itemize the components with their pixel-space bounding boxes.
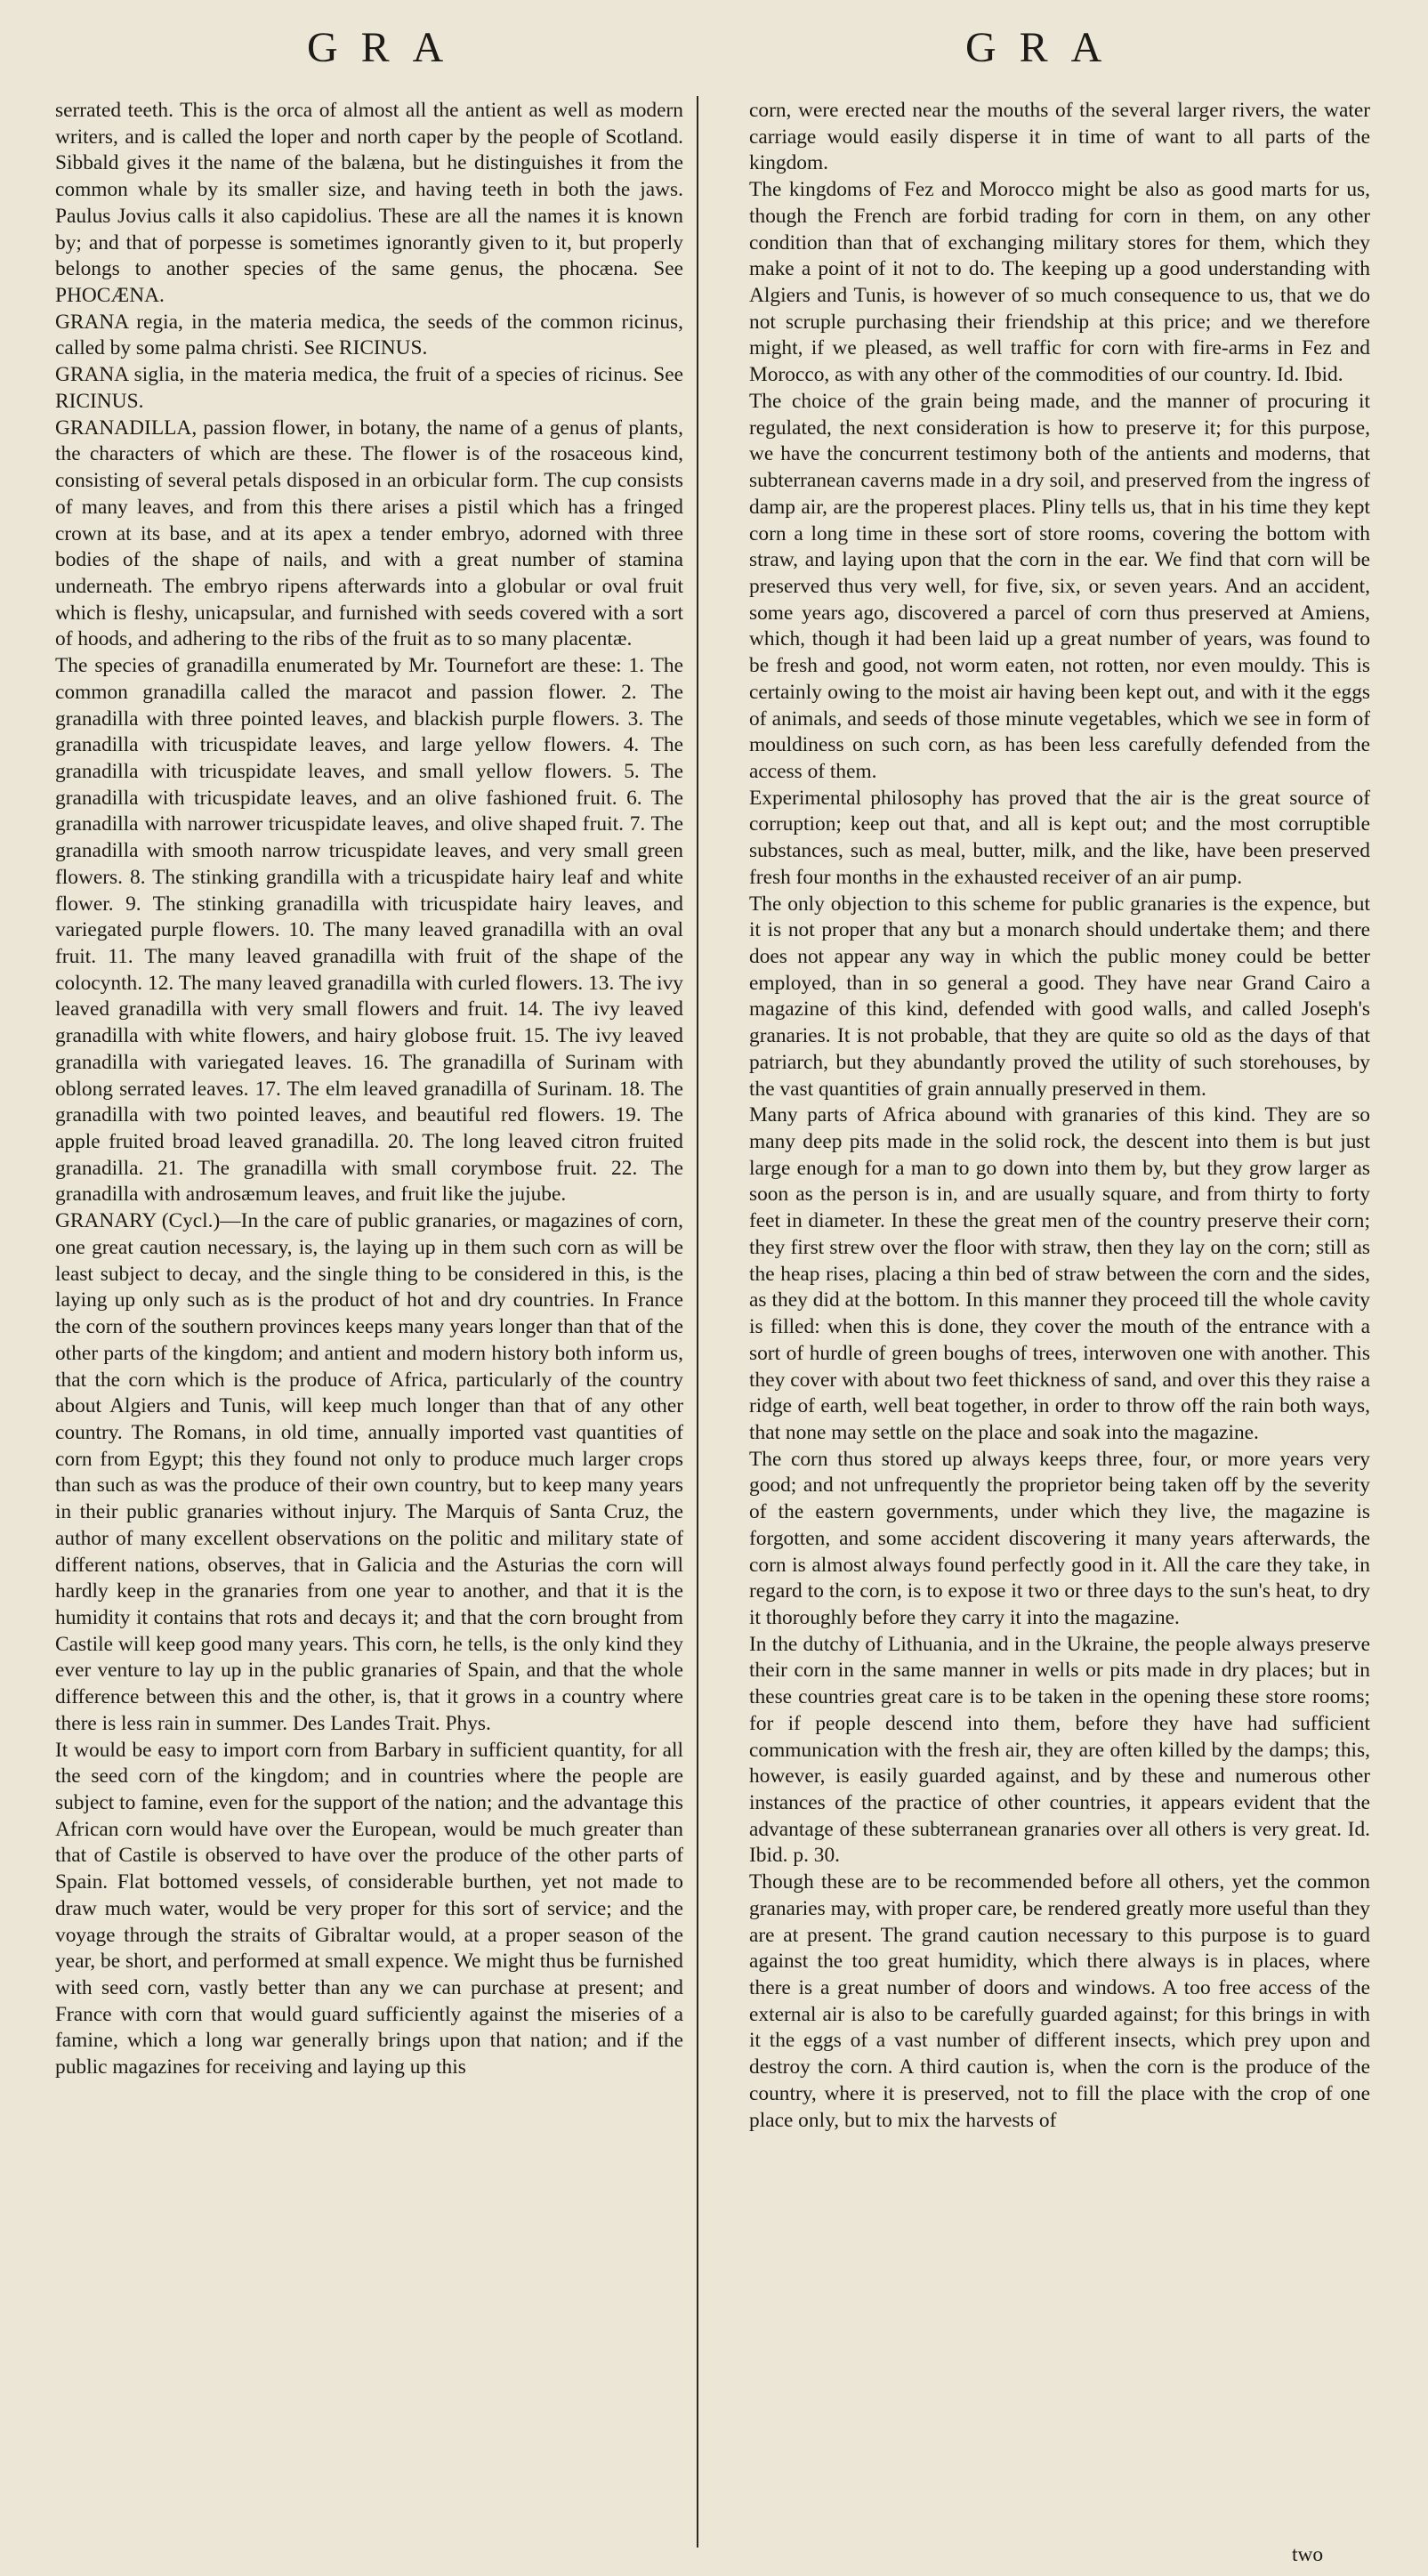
paragraph-lithuania: In the dutchy of Lithuania, and in the Ukraine, the people always preserve their corn in the same manner in wells or pits made in dry places; but in these countries great care is to be taken in the opening these store rooms; for if people descend into them, before they have had sufficient communication with the fresh air, they are often killed by the damps; this, however, is easily guarded against, and by these and numerous other instances of the practice of other countries, it appears evident that the advantage of these subterranean granaries over all others is very great. Id. Ibid. p. 30. bbox=[749, 1632, 1370, 1868]
right-column bbox=[749, 98, 1370, 2134]
running-header-left: GRA bbox=[307, 24, 467, 71]
paragraph-common-granaries: Though these are to be recommended before all others, yet the common granaries may, with proper care, be rendered greatly more useful than they are at present. The grand caution necessary to this purpose is to guard against the too great humidity, which there always is in places, where there is a great number of doors and windows. A too free access of the external air is also to be carefully guarded against; for this brings in with it the eggs of a vast number of different insects, which prey upon and destroy the corn. A third caution is, when the corn is the produce of the country, where it is preserved, not to fill the place with the crop of one place only, but to mix the harvests of bbox=[749, 1870, 1370, 2132]
column-divider bbox=[697, 96, 698, 2548]
entry-granadilla: GRANADILLA, passion flower, in botany, the name of a genus of plants, the characters of which are these. The flower is of the rosaceous kind, consisting of several petals disposed in an orbicular form. The cup consists of many leaves, and from this there arises a pistil which has a fringed crown at its base, and at its apex a tender embryo, adorned with three bodies of the shape of nails, and with a great number of stamina underneath. The embryo ripens afterwards into a globular or oval fruit which is fleshy, unicapsular, and furnished with seeds covered with a sort of hoods, and adhering to the ribs of the fruit as to so many placentæ. bbox=[55, 416, 683, 651]
paragraph-corn-stored: The corn thus stored up always keeps three, four, or more years very good; and not unfrequently the proprietor being taken off by the severity of the eastern governments, under which they live, the magazine is forgotten, and some accident discovering it many years afterwards, the corn is almost always found perfectly good in it. All the care they take, in regard to the corn, is to expose it two or three days to the sun's heat, to dry it thoroughly before they carry it into the magazine. bbox=[749, 1447, 1370, 1629]
entry-grana-regia: GRANA regia, in the materia medica, the seeds of the common ricinus, called by some palma christi. See RICINUS. bbox=[55, 310, 683, 360]
paragraph-experimental-philosophy: Experimental philosophy has proved that the air is the great source of corruption; keep out that, and all is kept out; and the most corruptible substances, such as meal, butter, milk, and the like, have been preserved fresh four months in the exhausted receiver of an air pump. bbox=[749, 786, 1370, 889]
entry-granary: GRANARY (Cycl.)—In the care of public granaries, or magazines of corn, one great caution necessary, is, the laying up in them such corn as will be least subject to decay, and the single thing to be considered in this, is the laying up only such as is the product of hot and dry countries. In France the corn of the southern provinces keeps many years longer than that of the other parts of the kingdom; and antient and modern history both inform us, that the corn which is the produce of Africa, particularly of the country about Algiers and Tunis, will keep much longer than that of any other country. The Romans, in old time, annually imported vast quantities of corn from Egypt; this they found not only to produce much larger crops than such as was the produce of their own country, but to keep many years in their public granaries without injury. The Marquis of Santa Cruz, the author of many excellent observations on the politic and military state of different nations, observes, that in Galicia and the Asturias the corn will hardly keep in the granaries from one year to another, and that it is the humidity it contains that rots and decays it; and that the corn brought from Castile will keep good many years. This corn, he tells, is the only kind they ever venture to lay up in the public granaries of Spain, and that the whole difference between this and the other, is, that it grows in a country where there is less rain in summer. Des Landes Trait. Phys. bbox=[55, 1209, 683, 1735]
entry-grana-siglia: GRANA siglia, in the materia medica, the fruit of a species of ricinus. See RICINUS. bbox=[55, 363, 683, 413]
paragraph-africa-granaries: Many parts of Africa abound with granaries of this kind. They are so many deep pits made in the solid rock, the descent into them is but just large enough for a man to go down into them by, but they grow larger as soon as the person is in, and are usually square, and from thirty to forty feet in diameter. In these the great men of the country preserve their corn; they first strew over the floor with straw, then they lay on the corn; still as the heap rises, placing a thin bed of straw between the corn and the sides, as they did at the bottom. In this manner they proceed till the whole cavity is filled: when this is done, they cover the mouth of the entrance with a sort of hurdle of green boughs of trees, interwoven one with another. This they cover with about two feet thickness of sand, and over this they raise a ridge of earth, well beat together, in order to throw off the rain both ways, that none may settle on the place and soak into the magazine. bbox=[749, 1103, 1370, 1444]
paragraph-granadilla-species: The species of granadilla enumerated by Mr. Tournefort are these: 1. The common granadilla called the maracot and passion flower. 2. The granadilla with three pointed leaves, and blackish purple flowers. 3. The granadilla with tricuspidate leaves, and large yellow flowers. 4. The granadilla with tricuspidate leaves, and small yellow flowers. 5. The granadilla with tricuspidate leaves, and an olive fashioned fruit. 6. The granadilla with narrower tricuspidate leaves, and olive shaped fruit. 7. The granadilla with smooth narrow tricuspidate leaves, and very small green flowers. 8. The stinking grandilla with a tricuspidate hairy leaf and white flower. 9. The stinking granadilla with tricuspidate hairy leaves, and variegated purple flowers. 10. The many leaved granadilla with an oval fruit. 11. The many leaved granadilla with fruit of the shape of the colocynth. 12. The many leaved granadilla with curled flowers. 13. The ivy leaved granadilla with very small flowers and fruit. 14. The ivy leaved granadilla with white flowers, and hairy globose fruit. 15. The ivy leaved granadilla with variegated leaves. 16. The granadilla of Surinam with oblong serrated leaves. 17. The elm leaved granadilla of Surinam. 18. The granadilla with two pointed leaves, and beautiful red flowers. 19. The apple fruited broad leaved granadilla. 20. The long leaved citron fruited granadilla. 21. The granadilla with small corymbose fruit. 22. The granadilla with androsæmum leaves, and fruit like the jujube. bbox=[55, 654, 683, 1207]
left-column bbox=[55, 98, 683, 2081]
running-header-right: GRA bbox=[965, 24, 1125, 71]
paragraph-orca: serrated teeth. This is the orca of almost all the antient as well as modern writers, and is called the loper and north caper by the people of Scotland. Sibbald gives it the name of the balæna, but he distinguishes it from the common whale by its smaller size, and having teeth in both the jaws. Paulus Jovius calls it also capidolius. These are all the names it is known by; and that of porpesse is sometimes ignorantly given to it, but properly belongs to another species of the same genus, the phocæna. See PHOCÆNA. bbox=[55, 99, 683, 308]
paragraph-fez-morocco: The kingdoms of Fez and Morocco might be also as good marts for us, though the French are forbid trading for corn in them, on any other condition than that of exchanging military stores for them, which they make a point of it not to do. The keeping up a good understanding with Algiers and Tunis, is however of so much consequence to us, that we do not scruple purchasing their friendship at this price; and we therefore might, if we pleased, as well traffic for corn with fire-arms in Fez and Morocco, as with any other of the commodities of our country. Id. Ibid. bbox=[749, 178, 1370, 387]
paragraph-only-objection: The only objection to this scheme for public granaries is the expence, but it is not proper that any but a monarch should undertake them; and there does not appear any way in which the public money could be better employed, than in so general a good. They have near Grand Cairo a magazine of this kind, defended with good walls, and called Joseph's granaries. It is not probable, that they are quite so old as the days of that patriarch, but they abundantly proved the utility of such storehouses, by the vast quantities of grain annually preserved in them. bbox=[749, 892, 1370, 1101]
catchword: two bbox=[1292, 2543, 1324, 2566]
paragraph-barbary-corn: It would be easy to import corn from Barbary in sufficient quantity, for all the seed corn of the kingdom; and in countries where the people are subject to famine, even for the support of the nation; and the advantage this African corn would have over the European, would be much greater than that of Castile is observed to have over the produce of the other parts of Spain. Flat bottomed vessels, of considerable burthen, yet not made to draw much water, would be very proper for this sort of service; and the voyage through the straits of Gibraltar would, at a proper season of the year, be short, and performed at small expence. We might thus be furnished with seed corn, vastly better than any we can purchase at present; and France with corn that would guard sufficiently against the miseries of a famine, which a long war generally brings upon that nation; and if the public magazines for receiving and laying up this bbox=[55, 1738, 683, 2079]
paragraph-choice-of-grain: The choice of the grain being made, and the manner of procuring it regulated, the next consideration is how to preserve it; for this purpose, we have the concurrent testimony both of the antients and moderns, that subterranean caverns made in a dry soil, and preserved from the ingress of damp air, are the properest places. Pliny tells us, that in his time they kept corn a long time in these sort of store rooms, covering the bottom with straw, and laying upon that the corn in the ear. We find that corn will be preserved thus very well, for five, six, or seven years. And an accident, some years ago, discovered a parcel of corn thus preserved at Amiens, which, though it had been laid up a great number of years, was found to be fresh and good, not worm eaten, not rotten, nor even mouldy. This is certainly owing to the moist air having been kept out, and with it the eggs of animals, and seeds of those minute vegetables, which we see in form of mouldiness on such corn, as has been less carefully defended from the access of them. bbox=[749, 389, 1370, 783]
paragraph-corn-rivers: corn, were erected near the mouths of the several larger rivers, the water carriage would easily disperse it in time of want to all parts of the kingdom. bbox=[749, 99, 1370, 175]
